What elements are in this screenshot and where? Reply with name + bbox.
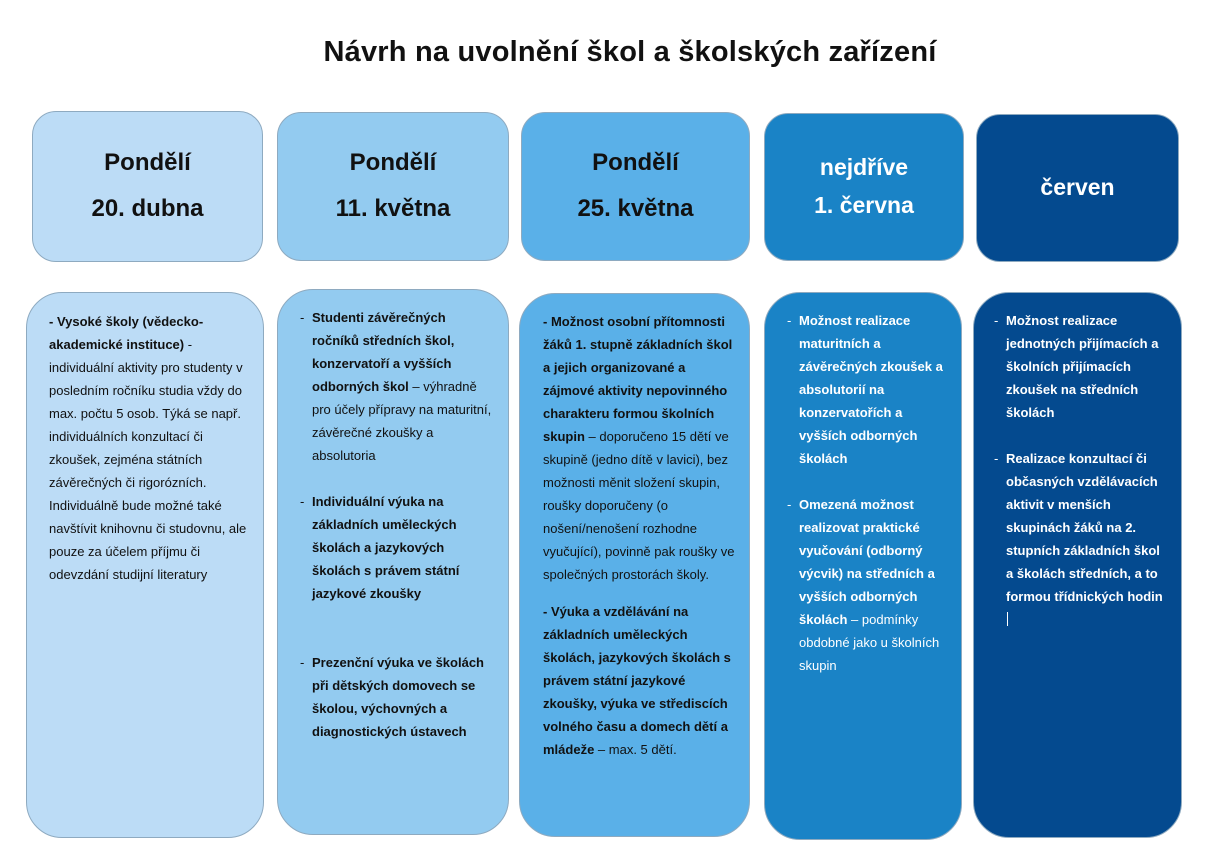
header-date: 20. dubna [91,195,204,222]
header-day: Pondělí [349,149,437,177]
card-column-2 [277,289,509,835]
header-date: 11. května [335,195,451,222]
card-column-1 [26,292,264,838]
card-text: - Výuka a vzdělávání na základních uměleckých školách, jazykových školách s právem státní jazykové zkoušky, výuka ve střediscích volného času a domech dětí a mládeže – max. 5 dětí. [543,604,731,757]
card-text: - Vysoké školy (vědecko-akademické instituce) - individuální aktivity pro studenty v posledním ročníku studia vždy do max. počtu 5 osob. Týká se např. individuálních konzultací či zkoušek, zejména státních závěrečných či rigorózních. Individuálně bude možné také navštívit knihovnu či studovnu, ale pouze za účelem příjmu či odevzdání studijní literatury [49,314,247,582]
list-item: - Realizace konzultací či občasných vzdělávacích aktivit v menších skupinách žáků na 2. stupních základních škol a školách středních, a to formou třídnických hodin [994,447,1163,631]
header-day: Pondělí [592,149,679,177]
header-pondeli-25-kvetna [521,112,750,261]
list-item: - Omezená možnost realizovat praktické vyučování (odborný výcvik) na středních a vyšších odborných školách – podmínky obdobné jako u školních skupin [787,497,940,673]
header-date: 1. června [814,192,914,218]
header-cerven [976,114,1179,262]
header-day: Pondělí [104,149,191,177]
header-month: červen [1040,174,1115,201]
header-date: 25. května [577,195,694,222]
list-item: - Studenti závěrečných ročníků středních škol, konzervatoří a vyšších odborných škol – výhradně pro účely přípravy na maturitní, závěrečné zkoušky a absolutoria [300,310,492,463]
header-nejdrive-1-cervna [764,113,964,261]
page-title: Návrh na uvolnění škol a školských zařízení [323,36,937,68]
card-text: - Možnost osobní přítomnosti žáků 1. stupně základních škol a jejich organizované a zájmové aktivity nepovinného charakteru formou školních skupin – doporučeno 15 dětí ve skupině (jedno dítě v lavici), bez možnosti měnit složení skupin, roušky doporučeny (o nošení/nenošení rozhodne vyučující), povinně pak roušky ve společných prostorách školy. [543,314,735,582]
list-item: - Možnost realizace maturitních a závěrečných zkoušek a absolutorií na konzervatořích a vyšších odborných školách [787,313,943,466]
card-column-5 [973,292,1182,838]
text-cursor [1007,612,1008,626]
header-day: nejdříve [819,154,909,181]
header-pondeli-11-kvetna [277,112,509,261]
list-item: - Možnost realizace jednotných přijímacích a školních přijímacích zkoušek na středních školách [994,313,1159,420]
list-item: - Individuální výuka na základních uměleckých školách a jazykových školách s právem státní jazykové zkoušky [300,494,460,601]
card-column-4 [764,292,962,840]
list-item: - Prezenční výuka ve školách při dětských domovech se školou, výchovných a diagnostických ústavech [300,655,484,739]
card-column-3 [519,293,750,837]
header-pondeli-20-dubna [32,111,263,262]
